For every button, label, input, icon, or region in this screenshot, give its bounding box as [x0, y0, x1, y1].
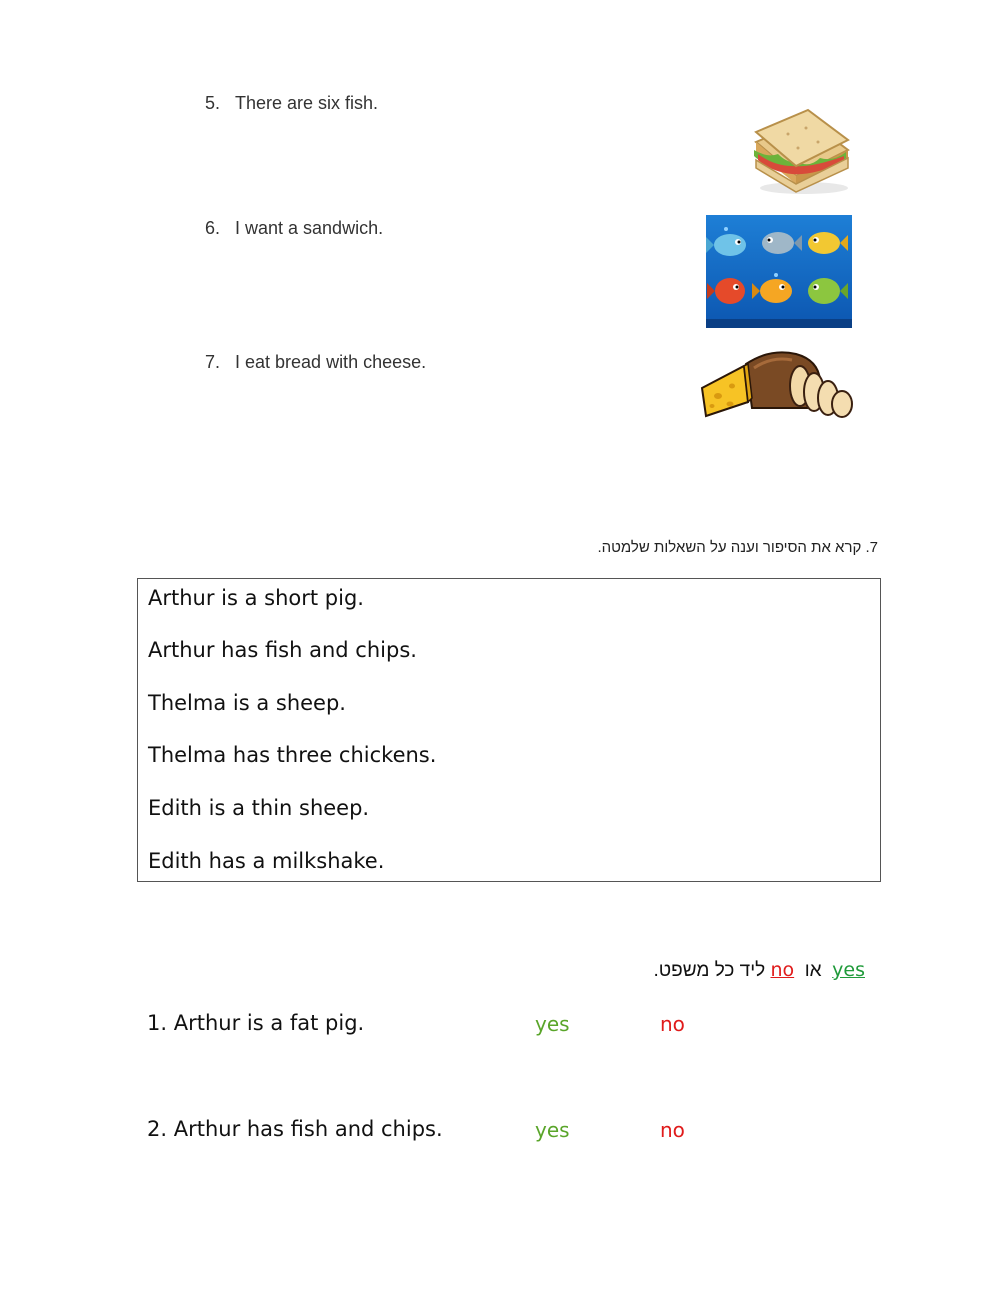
- question-1-yes-option[interactable]: yes: [535, 1012, 570, 1036]
- story-line: Arthur has fish and chips.: [148, 638, 417, 662]
- yes-no-instruction: [653, 959, 865, 982]
- story-line: Thelma has three chickens.: [148, 743, 437, 767]
- story-line: Arthur is a short pig.: [148, 586, 364, 610]
- instruction-rest: ליד כל משפט.: [653, 960, 766, 981]
- question-2: 2. Arthur has fish and chips.: [147, 1117, 443, 1141]
- sandwich-picture: [748, 92, 856, 196]
- question-2-no-option[interactable]: no: [660, 1118, 685, 1142]
- item-number: 7.: [205, 352, 221, 372]
- section-7-instruction: 7. קרא את הסיפור וענה על השאלות שלמטה.: [597, 539, 878, 556]
- no-word: no: [770, 959, 795, 981]
- story-line: Thelma is a sheep.: [148, 691, 346, 715]
- story-line: Edith has a milkshake.: [148, 849, 385, 873]
- or-word: או: [804, 960, 822, 981]
- item-number: 6.: [205, 218, 221, 238]
- bread-cheese-picture: [700, 348, 856, 420]
- story-line: Edith is a thin sheep.: [148, 796, 370, 820]
- matching-item-5: [205, 93, 378, 114]
- question-2-yes-option[interactable]: yes: [535, 1118, 570, 1142]
- matching-item-7: [205, 352, 426, 373]
- item-text: There are six fish.: [235, 93, 379, 113]
- fish-picture: [706, 215, 852, 328]
- item-text: I want a sandwich.: [235, 218, 384, 238]
- question-1: 1. Arthur is a fat pig.: [147, 1011, 365, 1035]
- item-number: 5.: [205, 93, 221, 113]
- story-box: [137, 578, 881, 882]
- question-1-no-option[interactable]: no: [660, 1012, 685, 1036]
- matching-item-6: [205, 218, 383, 239]
- item-text: I eat bread with cheese.: [235, 352, 427, 372]
- yes-word: yes: [832, 959, 865, 981]
